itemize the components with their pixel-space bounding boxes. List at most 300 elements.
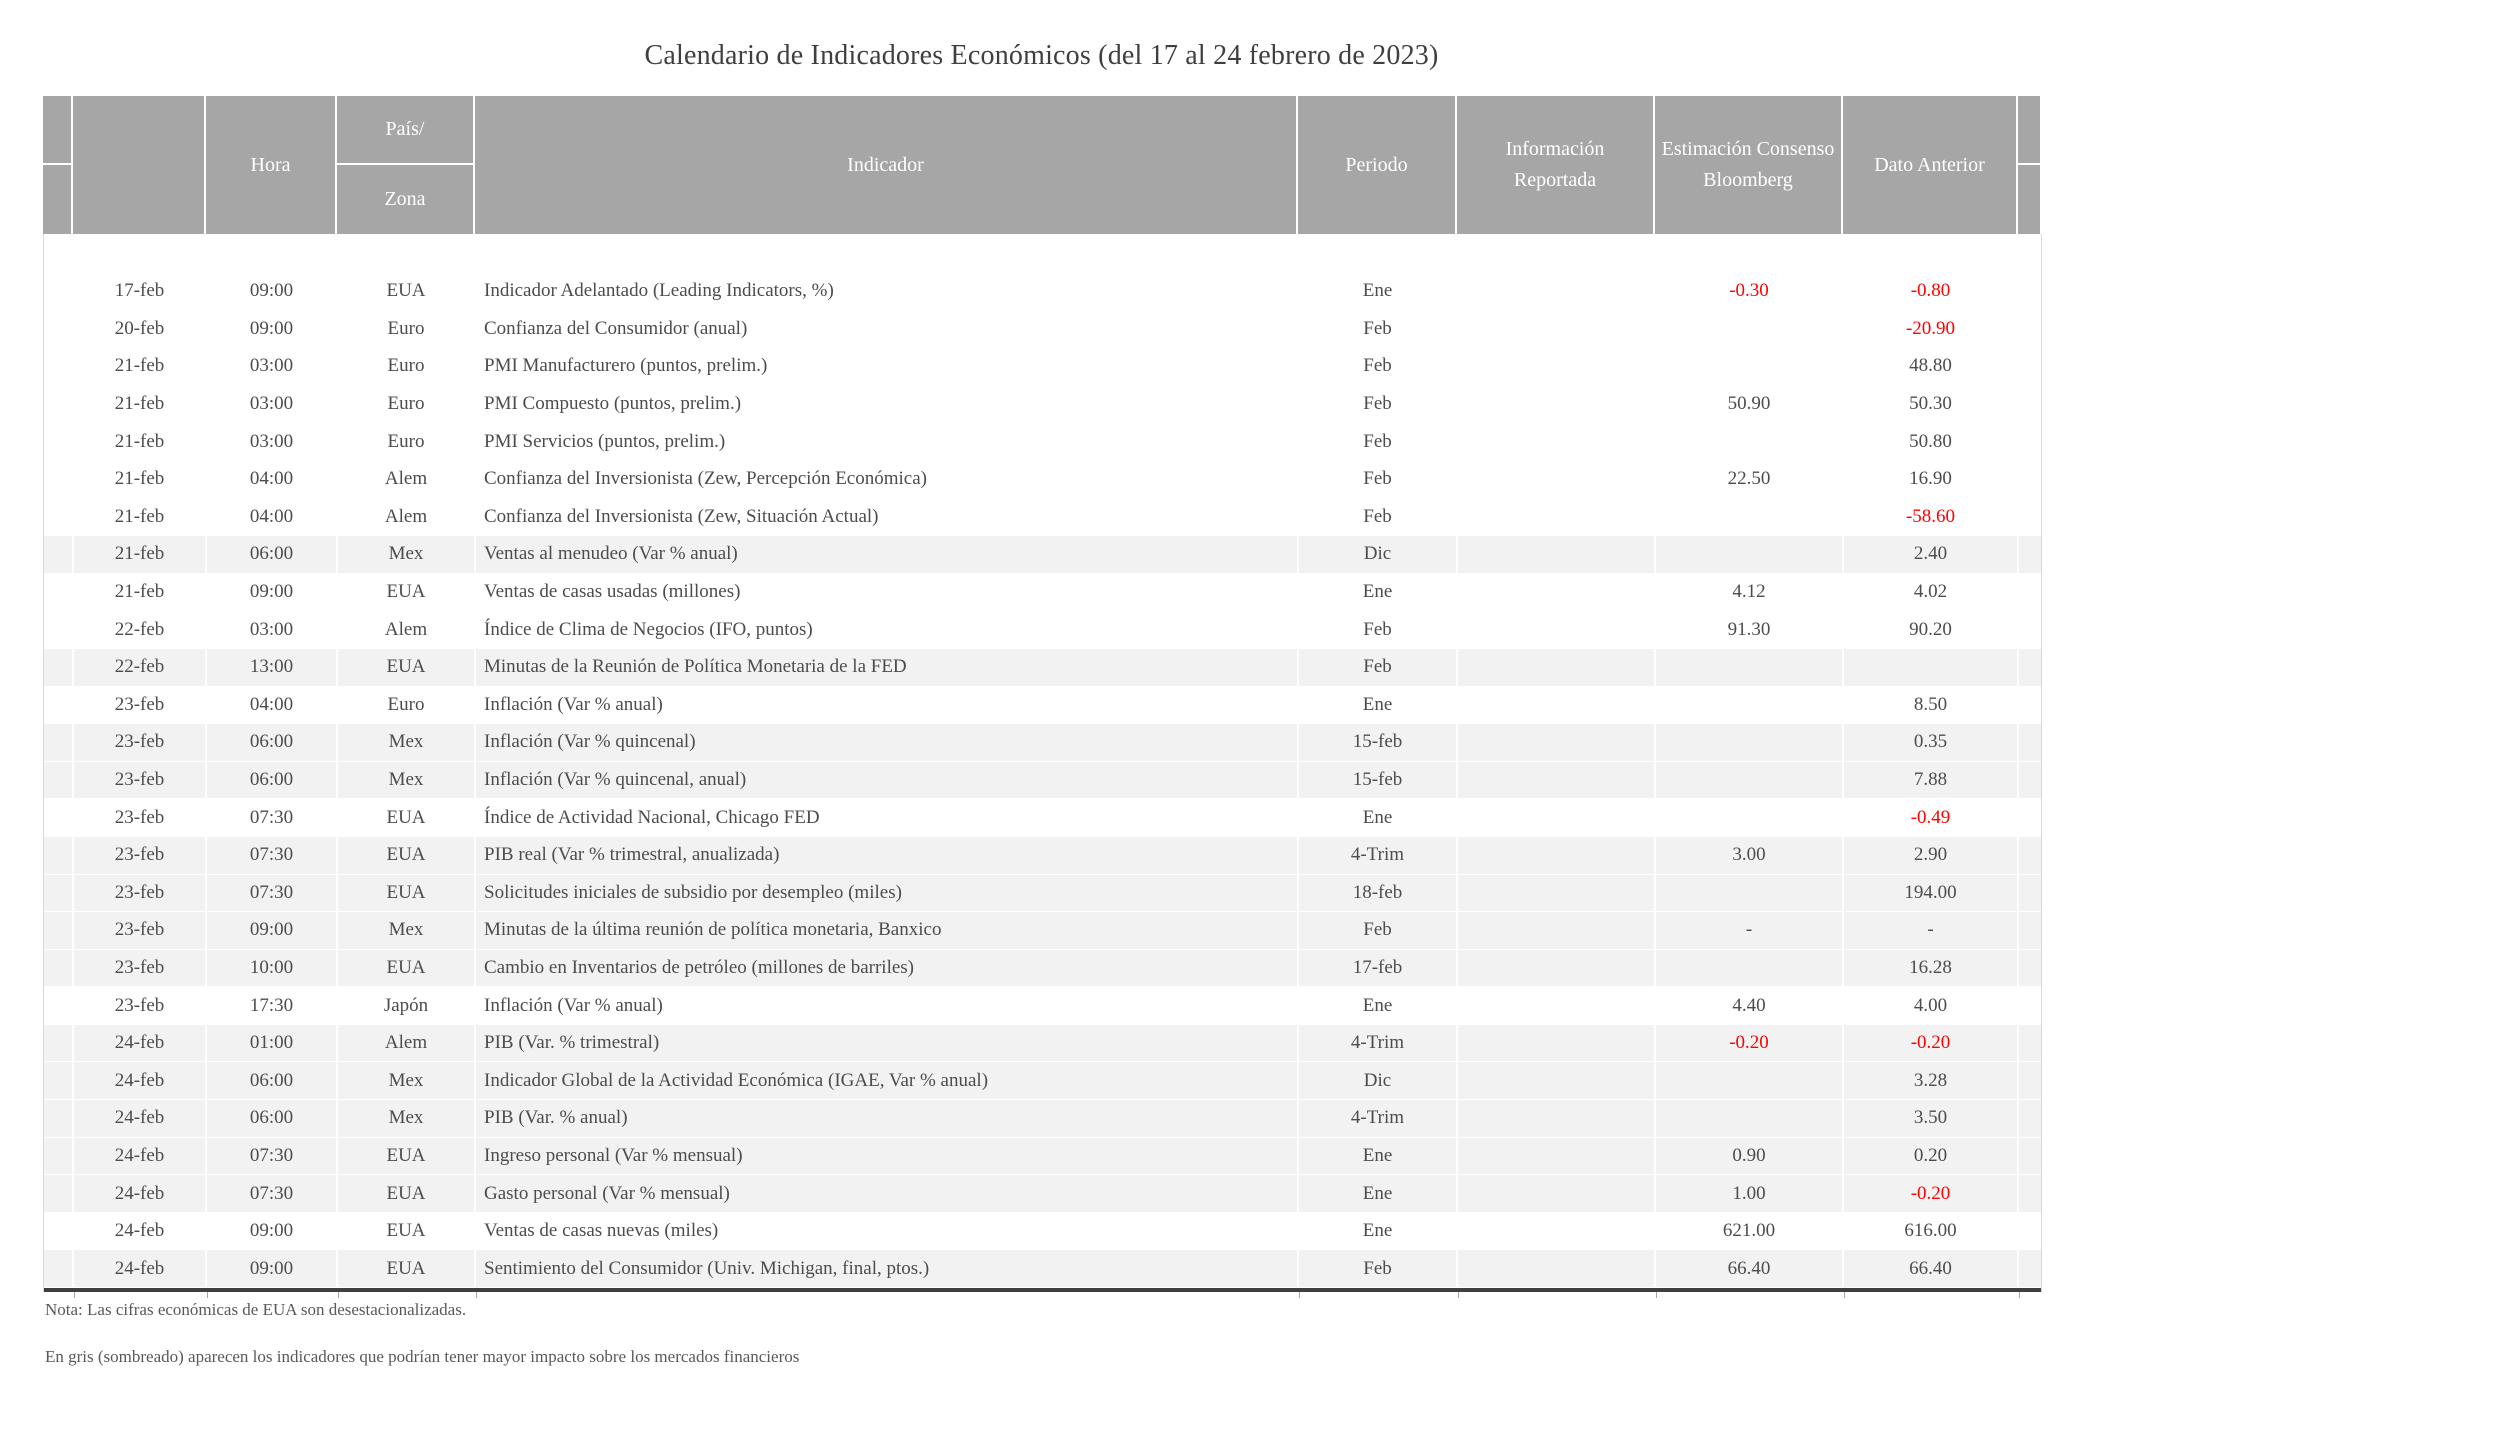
cell-hora: 09:00 [207, 574, 338, 612]
cell-info-reportada [1458, 574, 1656, 612]
cell-periodo: Feb [1299, 461, 1458, 499]
table-row [44, 987, 2041, 1025]
cell-hora: 09:00 [207, 311, 338, 349]
cell-estimacion: -0.20 [1656, 1025, 1844, 1063]
cell-zona: EUA [338, 950, 476, 988]
cell-zona: EUA [338, 837, 476, 875]
cell-spacer-right [2019, 273, 2041, 311]
cell-periodo: 15-feb [1299, 762, 1458, 800]
cell-hora: 07:30 [207, 799, 338, 837]
cell-spacer-left [44, 799, 74, 837]
cell-spacer-left [44, 423, 74, 461]
header-spacer-left-top [43, 96, 73, 165]
cell-zona: Mex [338, 536, 476, 574]
cell-periodo: 17-feb [1299, 950, 1458, 988]
cell-fecha: 23-feb [74, 799, 207, 837]
cell-zona: Euro [338, 386, 476, 424]
cell-zona: Mex [338, 762, 476, 800]
cell-spacer-right [2019, 912, 2041, 950]
cell-estimacion: 0.90 [1656, 1138, 1844, 1176]
cell-indicador: PMI Compuesto (puntos, prelim.) [476, 386, 1299, 424]
cell-hora: 10:00 [207, 950, 338, 988]
table-row [44, 1213, 2041, 1251]
blank-row [44, 234, 2041, 273]
cell-estimacion: 91.30 [1656, 611, 1844, 649]
page-title: Calendario de Indicadores Económicos (del 17 al 24 febrero de 2023) [644, 40, 1439, 71]
cell-spacer-left [44, 1175, 74, 1213]
cell-periodo: Ene [1299, 1213, 1458, 1251]
cell-zona: Alem [338, 611, 476, 649]
gridline-tick [1656, 1292, 1657, 1298]
cell-dato-anterior: 16.28 [1844, 950, 2019, 988]
cell-spacer-left [44, 461, 74, 499]
cell-hora: 06:00 [207, 724, 338, 762]
cell-fecha: 23-feb [74, 762, 207, 800]
table-row [44, 1025, 2041, 1063]
cell-zona: EUA [338, 1250, 476, 1288]
cell-indicador: Minutas de la Reunión de Política Monetaria de la FED [476, 649, 1299, 687]
cell-dato-anterior: -0.20 [1844, 1025, 2019, 1063]
cell-indicador: PMI Manufacturero (puntos, prelim.) [476, 348, 1299, 386]
cell-periodo: Ene [1299, 1138, 1458, 1176]
cell-info-reportada [1458, 1175, 1656, 1213]
cell-fecha: 20-feb [74, 311, 207, 349]
table-row [44, 950, 2041, 988]
cell-zona: Mex [338, 1100, 476, 1138]
cell-hora: 01:00 [207, 1025, 338, 1063]
cell-periodo: 15-feb [1299, 724, 1458, 762]
cell-indicador: Ventas de casas usadas (millones) [476, 574, 1299, 612]
cell-spacer-left [44, 536, 74, 574]
cell-spacer-right [2019, 311, 2041, 349]
cell-hora: 07:30 [207, 875, 338, 913]
cell-info-reportada [1458, 799, 1656, 837]
cell-fecha: 24-feb [74, 1025, 207, 1063]
cell-estimacion [1656, 311, 1844, 349]
table-row [44, 536, 2041, 574]
cell-fecha: 23-feb [74, 837, 207, 875]
cell-periodo: Feb [1299, 423, 1458, 461]
cell-fecha: 21-feb [74, 574, 207, 612]
cell-zona: Japón [338, 987, 476, 1025]
cell-zona: Mex [338, 724, 476, 762]
cell-info-reportada [1458, 1250, 1656, 1288]
cell-dato-anterior: 3.50 [1844, 1100, 2019, 1138]
cell-estimacion [1656, 1100, 1844, 1138]
cell-dato-anterior: 4.00 [1844, 987, 2019, 1025]
cell-dato-anterior: 0.35 [1844, 724, 2019, 762]
cell-hora: 07:30 [207, 1138, 338, 1176]
cell-dato-anterior: -0.20 [1844, 1175, 2019, 1213]
cell-zona: EUA [338, 273, 476, 311]
cell-periodo: Ene [1299, 574, 1458, 612]
cell-fecha: 21-feb [74, 423, 207, 461]
table-row [44, 499, 2041, 537]
cell-estimacion: 22.50 [1656, 461, 1844, 499]
table-body [43, 234, 2042, 1292]
cell-spacer-right [2019, 837, 2041, 875]
cell-spacer-left [44, 1250, 74, 1288]
cell-fecha: 22-feb [74, 649, 207, 687]
cell-estimacion: - [1656, 912, 1844, 950]
cell-periodo: 4-Trim [1299, 1100, 1458, 1138]
table-row [44, 311, 2041, 349]
cell-spacer-left [44, 1213, 74, 1251]
cell-periodo: 4-Trim [1299, 837, 1458, 875]
cell-spacer-left [44, 912, 74, 950]
cell-dato-anterior: 8.50 [1844, 687, 2019, 725]
cell-info-reportada [1458, 611, 1656, 649]
cell-estimacion [1656, 499, 1844, 537]
cell-zona: Euro [338, 687, 476, 725]
cell-estimacion [1656, 687, 1844, 725]
cell-periodo: Dic [1299, 536, 1458, 574]
table-row [44, 1175, 2041, 1213]
cell-spacer-right [2019, 386, 2041, 424]
cell-periodo: Ene [1299, 799, 1458, 837]
table-row [44, 837, 2041, 875]
cell-estimacion [1656, 799, 1844, 837]
cell-indicador: Cambio en Inventarios de petróleo (millones de barriles) [476, 950, 1299, 988]
cell-fecha: 21-feb [74, 348, 207, 386]
cell-periodo: Feb [1299, 499, 1458, 537]
cell-indicador: Inflación (Var % quincenal, anual) [476, 762, 1299, 800]
header-pais: País/ [337, 96, 475, 165]
cell-dato-anterior: - [1844, 912, 2019, 950]
cell-spacer-left [44, 386, 74, 424]
cell-indicador: Ventas de casas nuevas (miles) [476, 1213, 1299, 1251]
table-row [44, 649, 2041, 687]
cell-spacer-right [2019, 987, 2041, 1025]
cell-fecha: 21-feb [74, 386, 207, 424]
cell-zona: Euro [338, 311, 476, 349]
cell-spacer-left [44, 987, 74, 1025]
cell-spacer-left [44, 1100, 74, 1138]
cell-zona: Mex [338, 1062, 476, 1100]
table-bottom-border [44, 1288, 2041, 1292]
cell-dato-anterior: 194.00 [1844, 875, 2019, 913]
cell-periodo: Ene [1299, 687, 1458, 725]
cell-indicador: Gasto personal (Var % mensual) [476, 1175, 1299, 1213]
cell-hora: 09:00 [207, 1250, 338, 1288]
cell-indicador: PIB (Var. % anual) [476, 1100, 1299, 1138]
cell-indicador: PIB real (Var % trimestral, anualizada) [476, 837, 1299, 875]
header-fecha [73, 96, 206, 234]
cell-estimacion: -0.30 [1656, 273, 1844, 311]
cell-zona: Alem [338, 461, 476, 499]
cell-spacer-left [44, 611, 74, 649]
cell-indicador: Confianza del Consumidor (anual) [476, 311, 1299, 349]
cell-info-reportada [1458, 762, 1656, 800]
cell-estimacion: 50.90 [1656, 386, 1844, 424]
cell-indicador: PMI Servicios (puntos, prelim.) [476, 423, 1299, 461]
cell-info-reportada [1458, 649, 1656, 687]
cell-spacer-right [2019, 950, 2041, 988]
gridline-tick [1844, 1292, 1845, 1298]
table-row [44, 724, 2041, 762]
cell-fecha: 23-feb [74, 875, 207, 913]
cell-fecha: 24-feb [74, 1138, 207, 1176]
cell-hora: 04:00 [207, 499, 338, 537]
cell-indicador: Índice de Clima de Negocios (IFO, puntos) [476, 611, 1299, 649]
cell-dato-anterior: 90.20 [1844, 611, 2019, 649]
cell-periodo: Feb [1299, 912, 1458, 950]
cell-zona: EUA [338, 1213, 476, 1251]
cell-info-reportada [1458, 461, 1656, 499]
cell-spacer-left [44, 574, 74, 612]
cell-dato-anterior: 7.88 [1844, 762, 2019, 800]
cell-fecha: 17-feb [74, 273, 207, 311]
cell-fecha: 24-feb [74, 1175, 207, 1213]
cell-fecha: 23-feb [74, 687, 207, 725]
header-estimacion-consenso: Estimación Consenso Bloomberg [1655, 96, 1843, 234]
cell-indicador: Inflación (Var % quincenal) [476, 724, 1299, 762]
cell-spacer-left [44, 348, 74, 386]
cell-hora: 03:00 [207, 611, 338, 649]
cell-fecha: 24-feb [74, 1250, 207, 1288]
cell-spacer-left [44, 499, 74, 537]
gridline-tick [207, 1292, 208, 1298]
cell-indicador: Minutas de la última reunión de política monetaria, Banxico [476, 912, 1299, 950]
cell-estimacion [1656, 762, 1844, 800]
cell-info-reportada [1458, 1138, 1656, 1176]
table-row [44, 1250, 2041, 1288]
cell-estimacion: 4.12 [1656, 574, 1844, 612]
cell-estimacion [1656, 348, 1844, 386]
cell-dato-anterior: 50.30 [1844, 386, 2019, 424]
table-row [44, 348, 2041, 386]
cell-indicador: Indicador Global de la Actividad Económica (IGAE, Var % anual) [476, 1062, 1299, 1100]
cell-spacer-right [2019, 574, 2041, 612]
gridline-tick [1299, 1292, 1300, 1298]
cell-dato-anterior: -58.60 [1844, 499, 2019, 537]
table-row [44, 423, 2041, 461]
header-indicador: Indicador [475, 96, 1298, 234]
cell-info-reportada [1458, 536, 1656, 574]
cell-periodo: Ene [1299, 273, 1458, 311]
cell-estimacion [1656, 1062, 1844, 1100]
cell-spacer-left [44, 1138, 74, 1176]
cell-periodo: Feb [1299, 386, 1458, 424]
cell-estimacion [1656, 950, 1844, 988]
cell-estimacion [1656, 423, 1844, 461]
cell-periodo: Feb [1299, 649, 1458, 687]
cell-hora: 09:00 [207, 273, 338, 311]
cell-info-reportada [1458, 724, 1656, 762]
cell-spacer-left [44, 875, 74, 913]
cell-zona: Euro [338, 423, 476, 461]
cell-estimacion [1656, 724, 1844, 762]
cell-zona: Alem [338, 499, 476, 537]
cell-estimacion: 621.00 [1656, 1213, 1844, 1251]
cell-hora: 03:00 [207, 348, 338, 386]
gridline-tick [1458, 1292, 1459, 1298]
cell-indicador: PIB (Var. % trimestral) [476, 1025, 1299, 1063]
cell-dato-anterior: 66.40 [1844, 1250, 2019, 1288]
cell-info-reportada [1458, 311, 1656, 349]
cell-fecha: 24-feb [74, 1100, 207, 1138]
cell-spacer-left [44, 762, 74, 800]
cell-zona: Euro [338, 348, 476, 386]
cell-hora: 03:00 [207, 423, 338, 461]
cell-periodo: 18-feb [1299, 875, 1458, 913]
cell-spacer-left [44, 724, 74, 762]
cell-spacer-right [2019, 1062, 2041, 1100]
cell-fecha: 21-feb [74, 461, 207, 499]
cell-spacer-right [2019, 762, 2041, 800]
cell-hora: 07:30 [207, 837, 338, 875]
header-spacer-right-top [2018, 96, 2040, 165]
cell-spacer-right [2019, 499, 2041, 537]
cell-fecha: 23-feb [74, 724, 207, 762]
cell-periodo: Feb [1299, 1250, 1458, 1288]
cell-spacer-right [2019, 1250, 2041, 1288]
cell-spacer-left [44, 311, 74, 349]
header-dato-anterior: Dato Anterior [1843, 96, 2018, 234]
table-row [44, 1062, 2041, 1100]
note-seasonal-adjustment: Nota: Las cifras económicas de EUA son desestacionalizadas. [45, 1300, 467, 1319]
cell-hora: 07:30 [207, 1175, 338, 1213]
rows-container [44, 273, 2041, 1288]
cell-spacer-left [44, 1062, 74, 1100]
cell-dato-anterior: 0.20 [1844, 1138, 2019, 1176]
cell-hora: 06:00 [207, 536, 338, 574]
cell-estimacion [1656, 649, 1844, 687]
cell-hora: 09:00 [207, 1213, 338, 1251]
cell-estimacion: 3.00 [1656, 837, 1844, 875]
cell-spacer-right [2019, 1025, 2041, 1063]
cell-fecha: 21-feb [74, 536, 207, 574]
table-row [44, 461, 2041, 499]
cell-info-reportada [1458, 1062, 1656, 1100]
cell-info-reportada [1458, 912, 1656, 950]
cell-info-reportada [1458, 875, 1656, 913]
table-row [44, 273, 2041, 311]
cell-info-reportada [1458, 837, 1656, 875]
header-zona: Zona [337, 165, 475, 234]
cell-dato-anterior: 4.02 [1844, 574, 2019, 612]
cell-dato-anterior: 50.80 [1844, 423, 2019, 461]
cell-info-reportada [1458, 1100, 1656, 1138]
cell-dato-anterior: -20.90 [1844, 311, 2019, 349]
cell-info-reportada [1458, 987, 1656, 1025]
cell-dato-anterior: 16.90 [1844, 461, 2019, 499]
cell-indicador: Inflación (Var % anual) [476, 687, 1299, 725]
table-row [44, 1100, 2041, 1138]
cell-periodo: Feb [1299, 348, 1458, 386]
cell-spacer-right [2019, 536, 2041, 574]
gridline-tick [338, 1292, 339, 1298]
cell-dato-anterior: 616.00 [1844, 1213, 2019, 1251]
cell-fecha: 21-feb [74, 499, 207, 537]
cell-dato-anterior [1844, 649, 2019, 687]
cell-dato-anterior: 2.90 [1844, 837, 2019, 875]
cell-estimacion: 66.40 [1656, 1250, 1844, 1288]
table-row [44, 687, 2041, 725]
cell-periodo: Dic [1299, 1062, 1458, 1100]
table-row [44, 1138, 2041, 1176]
cell-zona: EUA [338, 1175, 476, 1213]
cell-hora: 06:00 [207, 1100, 338, 1138]
cell-spacer-left [44, 1025, 74, 1063]
cell-periodo: Feb [1299, 311, 1458, 349]
cell-estimacion [1656, 875, 1844, 913]
cell-dato-anterior: 2.40 [1844, 536, 2019, 574]
cell-spacer-right [2019, 348, 2041, 386]
cell-fecha: 24-feb [74, 1213, 207, 1251]
cell-fecha: 23-feb [74, 987, 207, 1025]
cell-spacer-left [44, 273, 74, 311]
cell-spacer-left [44, 837, 74, 875]
cell-hora: 13:00 [207, 649, 338, 687]
cell-fecha: 23-feb [74, 912, 207, 950]
cell-periodo: Ene [1299, 987, 1458, 1025]
table-row [44, 611, 2041, 649]
cell-spacer-left [44, 649, 74, 687]
cell-indicador: Solicitudes iniciales de subsidio por desempleo (miles) [476, 875, 1299, 913]
cell-estimacion [1656, 536, 1844, 574]
cell-spacer-left [44, 950, 74, 988]
cell-zona: EUA [338, 875, 476, 913]
cell-spacer-right [2019, 649, 2041, 687]
cell-indicador: Ventas al menudeo (Var % anual) [476, 536, 1299, 574]
header-spacer-right-bottom [2018, 165, 2040, 234]
cell-hora: 04:00 [207, 461, 338, 499]
cell-indicador: Indicador Adelantado (Leading Indicators, %) [476, 273, 1299, 311]
cell-info-reportada [1458, 950, 1656, 988]
cell-spacer-left [44, 687, 74, 725]
cell-dato-anterior: 48.80 [1844, 348, 2019, 386]
cell-spacer-right [2019, 1100, 2041, 1138]
table-row [44, 912, 2041, 950]
cell-info-reportada [1458, 386, 1656, 424]
header-periodo: Periodo [1298, 96, 1457, 234]
cell-info-reportada [1458, 423, 1656, 461]
cell-info-reportada [1458, 1213, 1656, 1251]
cell-indicador: Confianza del Inversionista (Zew, Situación Actual) [476, 499, 1299, 537]
cell-info-reportada [1458, 499, 1656, 537]
table-row [44, 386, 2041, 424]
cell-zona: EUA [338, 574, 476, 612]
note-shaded-rows: En gris (sombreado) aparecen los indicadores que podrían tener mayor impacto sobre los mercados financieros [45, 1347, 800, 1366]
cell-spacer-right [2019, 875, 2041, 913]
cell-hora: 04:00 [207, 687, 338, 725]
cell-indicador: Confianza del Inversionista (Zew, Percepción Económica) [476, 461, 1299, 499]
gridline-tick [2019, 1292, 2020, 1298]
cell-info-reportada [1458, 348, 1656, 386]
cell-periodo: 4-Trim [1299, 1025, 1458, 1063]
cell-dato-anterior: -0.80 [1844, 273, 2019, 311]
gridline-tick [74, 1292, 75, 1298]
cell-zona: EUA [338, 649, 476, 687]
cell-spacer-right [2019, 724, 2041, 762]
cell-info-reportada [1458, 1025, 1656, 1063]
cell-spacer-right [2019, 799, 2041, 837]
table-row [44, 875, 2041, 913]
header-info-reportada: Información Reportada [1457, 96, 1655, 234]
header-spacer-left-bottom [43, 165, 73, 234]
cell-hora: 06:00 [207, 762, 338, 800]
cell-fecha: 23-feb [74, 950, 207, 988]
header-hora: Hora [206, 96, 337, 234]
cell-indicador: Inflación (Var % anual) [476, 987, 1299, 1025]
cell-hora: 17:30 [207, 987, 338, 1025]
gridline-tick [476, 1292, 477, 1298]
cell-fecha: 22-feb [74, 611, 207, 649]
cell-zona: Mex [338, 912, 476, 950]
cell-info-reportada [1458, 687, 1656, 725]
cell-periodo: Feb [1299, 611, 1458, 649]
